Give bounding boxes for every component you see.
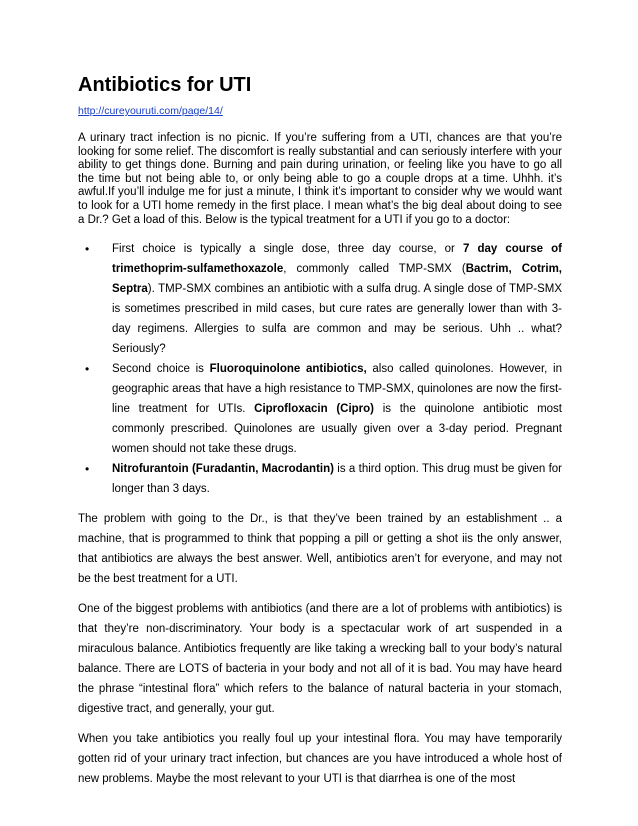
list-item-text: Second choice is (112, 363, 210, 376)
body-paragraph: When you take antibiotics you really foul up your intestinal flora. You may have temporarily gotten rid of your urinary tract infection, but chances are you have introduced a whole host of new problems. Maybe the most relevant to your UTI is that diarrhea is one of the most (78, 733, 562, 786)
source-link[interactable]: http://cureyouruti.com/page/14/ (78, 105, 223, 117)
document-page (78, 72, 562, 789)
intro-paragraph: A urinary tract infection is no picnic. If you’re suffering from a UTI, chances are that you’re looking for some relief. The discomfort is really substantial and can seriously interfere with your ability to get things done. Burning and pain during urination, or feeling like you have to go all the time but not being able to, or only being able to go a couple drops at a time. Uhhh. it’s awful.If you’ll indulge me for just a minute, I think it’s important to consider why we would want to look for a UTI home remedy in the first place. I mean what’s the big deal about doing to see a Dr.? Get a load of this. Below is the typical treatment for a UTI if you go to a doctor: (78, 132, 562, 226)
body-paragraph: The problem with going to the Dr., is that they’ve been trained by an establishment .. a machine, that is programmed to think that popping a pill or getting a shot iis the only answer, that antibiotics are always the best answer. Well, antibiotics aren’t for everyone, and may not be the best treatment for a UTI. (78, 513, 562, 586)
list-item-text: is the quinolone antibiotic most commonly prescribed. Quinolones are usually given over a 3-day period. Pregnant women should not take these drugs. (112, 403, 562, 456)
bullet-icon: • (85, 362, 90, 377)
list-item-bold: Ciprofloxacin (Cipro) (254, 403, 375, 416)
list-item (85, 239, 562, 359)
list-item-text: is a third option. This drug must be given for longer than 3 days. (112, 463, 562, 496)
bullet-icon: • (85, 242, 90, 257)
list-item-bold: Bactrim, Cotrim, Septra (112, 263, 562, 296)
treatment-list (78, 239, 562, 499)
body-paragraph: One of the biggest problems with antibiotics (and there are a lot of problems with antibiotics) is that they’re non-discriminatory. Your body is a spectacular work of art suspended in a miraculous balance. Antibiotics frequently are like taking a wrecking ball to your body’s natural balance. There are LOTS of bacteria in your body and not all of it is bad. You may have heard the phrase “intestinal flora” which refers to the balance of natural bacteria in your stomach, digestive tract, and generally, your gut. (78, 603, 562, 716)
list-item-text: ). TMP-SMX combines an antibiotic with a sulfa drug. A single dose of TMP-SMX is sometimes prescribed in mild cases, but cure rates are generally lower than with 3-day regimens. Allergies to sulfa are common and may be serious. Uhh .. what? Seriously? (112, 283, 562, 356)
page-title: Antibiotics for UTI (78, 74, 252, 96)
list-item-text: , commonly called TMP-SMX ( (283, 263, 466, 276)
list-item-text: also called quinolones. However, in geographic areas that have a high resistance to TMP-SMX, quinolones are now the first-line treatment for UTIs. (112, 363, 562, 416)
list-item-bold: Fluoroquinolone antibiotics, (209, 363, 367, 376)
bullet-icon: • (85, 462, 90, 477)
list-item (85, 359, 562, 459)
list-item-text: First choice is typically a single dose, three day course, or (112, 243, 463, 256)
list-item-bold: 7 day course of trimethoprim-sulfamethoxazole (112, 243, 562, 276)
list-item-bold: Nitrofurantoin (Furadantin, Macrodantin) (112, 463, 334, 476)
list-item (85, 459, 562, 499)
